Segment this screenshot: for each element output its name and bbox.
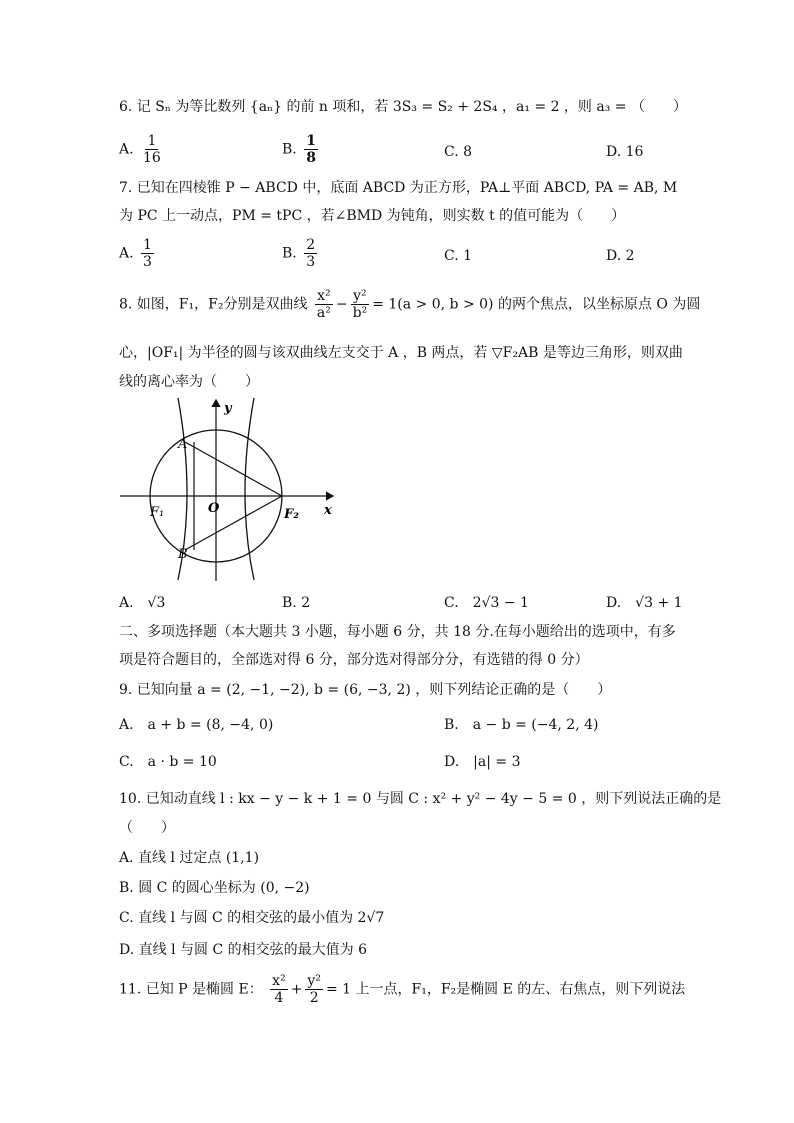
q6-option-d: D. 16 (606, 144, 644, 160)
q10-option-d: D. 直线 l 与圆 C 的相交弦的最大值为 6 (119, 942, 367, 958)
q6-stem: 6. 记 Sₙ 为等比数列 {aₙ} 的前 n 项和，若 3S₃ = S₂ + 2S₄ ，a₁ = 2 ，则 a₃ = （ ） (119, 99, 687, 115)
q10-option-b: B. 圆 C 的圆心坐标为 (0, −2) (119, 880, 310, 896)
label-f2: F₂ (284, 507, 299, 522)
q8-stem-line1: 8. 如图，F₁，F₂分别是双曲线 $\frac{\text{x²}}{\text{a²}}$ − $\frac{\text{y²}}{\text{b²}}$ = 1(a > 0, b > 0) 的两个焦点，以坐标原点 O 为圆 (119, 288, 701, 321)
label-y: y (224, 401, 232, 416)
hyperbola-right-branch (245, 398, 254, 580)
q10-option-a: A. 直线 l 过定点 (1,1) (119, 850, 260, 866)
section2-line1: 二、多项选择题（本大题共 3 小题，每小题 6 分，共 18 分.在每小题给出的选项中，有多 (119, 624, 676, 640)
q7-option-d: D. 2 (606, 248, 635, 264)
q8-option-a: A. √3 (119, 595, 166, 611)
q7-stem-line1: 7. 已知在四棱锥 P − ABCD 中，底面 ABCD 为正方形，PA⊥平面 ABCD, PA = AB, M (119, 180, 678, 196)
label-f1: F₁ (150, 505, 165, 520)
q8-option-c: C. 2√3 − 1 (444, 595, 529, 611)
label-x: x (324, 503, 332, 518)
q8-stem-line2: 心，|OF₁| 为半径的圆与该双曲线左支交于 A ，B 两点，若 ▽F₂AB 是等边三角形，则双曲 (119, 345, 683, 361)
q7-option-a: A. $\frac{1}{3}$ (119, 237, 152, 270)
q9-option-b: B. a − b = (−4, 2, 4) (444, 717, 599, 733)
q9-stem: 9. 已知向量 a = (2, −1, −2), b = (6, −3, 2) ，则下列结论正确的是（ ） (119, 682, 612, 698)
q8-option-b: B. 2 (282, 595, 311, 611)
q9-option-c: C. a · b = 10 (119, 754, 217, 770)
q6-option-b: B. $\frac{1}{8}$ (282, 133, 316, 166)
q9-option-d: D. |a| = 3 (444, 754, 521, 770)
q7-option-b: B. $\frac{2}{3}$ (282, 237, 316, 270)
label-o: O (208, 501, 220, 516)
q11-stem: 11. 已知 P 是椭圆 E： $\frac{\text{x²}}{4}$ + $\frac{\text{y²}}{2}$ = 1 上一点，F₁，F₂是椭圆 E 的左、右焦点，则下列说法 (119, 973, 686, 1006)
q10-option-c: C. 直线 l 与圆 C 的相交弦的最小值为 2√7 (119, 910, 385, 926)
q10-stem-line1: 10. 已知动直线 l : kx − y − k + 1 = 0 与圆 C : x² + y² − 4y − 5 = 0 ，则下列说法正确的是 (119, 791, 722, 807)
q10-stem-line2: （ ） (119, 820, 175, 836)
q6-option-c: C. 8 (444, 144, 473, 160)
q8-stem-line3: 线的离心率为（ ） (119, 374, 259, 390)
label-b: B (178, 547, 188, 562)
segment-bf2 (185, 496, 282, 550)
section2-line2: 项是符合题目的，全部选对得 6 分，部分选对得部分分，有选错的得 0 分） (119, 652, 589, 668)
q9-option-a: A. a + b = (8, −4, 0) (119, 717, 274, 733)
q6-option-a: A. $\frac{1}{16}$ (119, 133, 161, 166)
label-a: A (178, 437, 188, 452)
hyperbola-circle-figure (118, 396, 348, 586)
q7-stem-line2: 为 PC 上一动点，PM = tPC ，若∠BMD 为钝角，则实数 t 的值可能为（ ） (119, 208, 626, 224)
q7-option-c: C. 1 (444, 248, 473, 264)
q8-option-d: D. √3 + 1 (606, 595, 683, 611)
segment-af2 (185, 442, 282, 496)
